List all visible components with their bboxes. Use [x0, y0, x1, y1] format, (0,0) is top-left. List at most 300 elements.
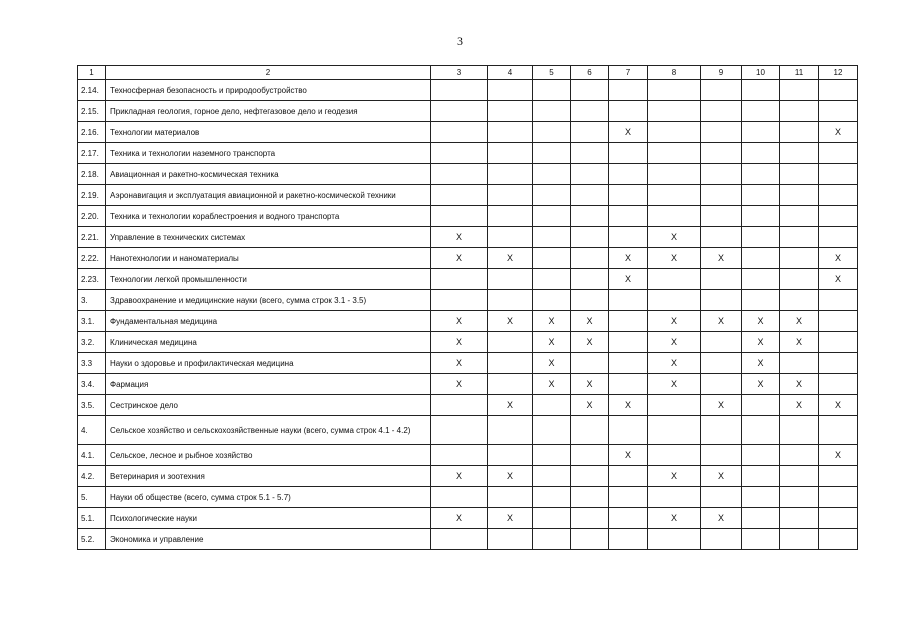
table-row [78, 248, 858, 269]
row-name: Технологии легкой промышленности [106, 269, 431, 290]
mark-cell: X [609, 445, 648, 466]
mark-cell [648, 185, 701, 206]
row-name: Науки об обществе (всего, сумма строк 5.1 - 5.7) [106, 487, 431, 508]
mark-cell [571, 487, 609, 508]
mark-cell: X [819, 122, 858, 143]
mark-cell [488, 445, 533, 466]
mark-cell [488, 227, 533, 248]
mark-cell: X [819, 445, 858, 466]
row-name: Науки о здоровье и профилактическая медицина [106, 353, 431, 374]
mark-cell [571, 466, 609, 487]
mark-cell [742, 101, 780, 122]
mark-cell [488, 80, 533, 101]
mark-cell: X [648, 248, 701, 269]
row-name: Фундаментальная медицина [106, 311, 431, 332]
mark-cell: X [648, 374, 701, 395]
mark-cell [533, 445, 571, 466]
mark-cell [609, 80, 648, 101]
table-row [78, 487, 858, 508]
column-header: 12 [819, 66, 858, 80]
mark-cell [609, 353, 648, 374]
mark-cell [819, 508, 858, 529]
mark-cell [780, 206, 819, 227]
mark-cell [488, 332, 533, 353]
mark-cell [701, 487, 742, 508]
mark-cell [648, 487, 701, 508]
mark-cell: X [742, 374, 780, 395]
table-row [78, 311, 858, 332]
mark-cell [819, 374, 858, 395]
mark-cell [648, 80, 701, 101]
column-header: 3 [431, 66, 488, 80]
mark-cell [533, 206, 571, 227]
mark-cell [819, 164, 858, 185]
row-name: Экономика и управление [106, 529, 431, 550]
mark-cell [742, 227, 780, 248]
header-row [78, 66, 858, 80]
table-row [78, 80, 858, 101]
mark-cell [533, 80, 571, 101]
mark-cell [780, 80, 819, 101]
mark-cell [488, 164, 533, 185]
row-number: 5.2. [78, 529, 106, 550]
mark-cell [819, 206, 858, 227]
mark-cell [571, 416, 609, 445]
row-number: 3.5. [78, 395, 106, 416]
row-number: 2.21. [78, 227, 106, 248]
mark-cell [533, 416, 571, 445]
table-row [78, 206, 858, 227]
mark-cell [819, 290, 858, 311]
mark-cell [819, 332, 858, 353]
mark-cell [571, 80, 609, 101]
mark-cell [742, 395, 780, 416]
mark-cell [609, 101, 648, 122]
mark-cell [571, 529, 609, 550]
row-name: Сельское, лесное и рыбное хозяйство [106, 445, 431, 466]
mark-cell [819, 227, 858, 248]
mark-cell [609, 508, 648, 529]
column-header: 8 [648, 66, 701, 80]
mark-cell [742, 122, 780, 143]
column-header: 10 [742, 66, 780, 80]
mark-cell: X [533, 311, 571, 332]
mark-cell: X [488, 508, 533, 529]
mark-cell [533, 290, 571, 311]
mark-cell [819, 143, 858, 164]
mark-cell [701, 290, 742, 311]
mark-cell [431, 290, 488, 311]
mark-cell [488, 206, 533, 227]
mark-cell [780, 508, 819, 529]
mark-cell [488, 122, 533, 143]
mark-cell [742, 143, 780, 164]
row-name: Аэронавигация и эксплуатация авиационной и ракетно-космической техники [106, 185, 431, 206]
table-row [78, 445, 858, 466]
mark-cell [609, 206, 648, 227]
mark-cell: X [431, 311, 488, 332]
table-row [78, 353, 858, 374]
mark-cell [609, 374, 648, 395]
mark-cell: X [742, 311, 780, 332]
mark-cell: X [648, 227, 701, 248]
mark-cell [780, 445, 819, 466]
row-number: 2.23. [78, 269, 106, 290]
row-name: Ветеринария и зоотехния [106, 466, 431, 487]
mark-cell [571, 185, 609, 206]
table-row [78, 164, 858, 185]
row-name: Фармация [106, 374, 431, 395]
mark-cell [819, 466, 858, 487]
mark-cell [571, 248, 609, 269]
table-row [78, 332, 858, 353]
mark-cell [609, 290, 648, 311]
mark-cell [742, 206, 780, 227]
mark-cell [780, 416, 819, 445]
mark-cell [780, 143, 819, 164]
row-number: 2.20. [78, 206, 106, 227]
mark-cell: X [780, 332, 819, 353]
table-row [78, 508, 858, 529]
mark-cell [742, 269, 780, 290]
mark-cell [701, 122, 742, 143]
mark-cell [431, 164, 488, 185]
mark-cell: X [648, 311, 701, 332]
column-header: 9 [701, 66, 742, 80]
table-row [78, 122, 858, 143]
mark-cell [431, 143, 488, 164]
row-number: 3.4. [78, 374, 106, 395]
mark-cell [571, 122, 609, 143]
mark-cell [701, 80, 742, 101]
mark-cell [431, 101, 488, 122]
mark-cell [648, 122, 701, 143]
mark-cell [488, 185, 533, 206]
mark-cell [742, 416, 780, 445]
mark-cell [648, 143, 701, 164]
mark-cell: X [742, 353, 780, 374]
mark-cell [780, 164, 819, 185]
row-number: 3.2. [78, 332, 106, 353]
mark-cell: X [701, 508, 742, 529]
row-number: 2.16. [78, 122, 106, 143]
row-name: Технологии материалов [106, 122, 431, 143]
mark-cell [780, 487, 819, 508]
mark-cell [533, 122, 571, 143]
mark-cell: X [431, 227, 488, 248]
row-number: 2.17. [78, 143, 106, 164]
table-row [78, 395, 858, 416]
mark-cell: X [648, 508, 701, 529]
row-number: 2.19. [78, 185, 106, 206]
mark-cell: X [488, 395, 533, 416]
mark-cell [488, 353, 533, 374]
mark-cell: X [571, 311, 609, 332]
mark-cell: X [488, 248, 533, 269]
mark-cell: X [533, 332, 571, 353]
mark-cell [431, 529, 488, 550]
mark-cell [648, 529, 701, 550]
mark-cell [701, 374, 742, 395]
mark-cell [648, 206, 701, 227]
page-number: 3 [457, 34, 463, 48]
mark-cell [609, 143, 648, 164]
mark-cell [533, 101, 571, 122]
mark-cell: X [701, 395, 742, 416]
row-number: 3.1. [78, 311, 106, 332]
mark-cell [533, 529, 571, 550]
mark-cell [701, 185, 742, 206]
row-name: Клиническая медицина [106, 332, 431, 353]
mark-cell [571, 164, 609, 185]
mark-cell [533, 227, 571, 248]
table-row [78, 529, 858, 550]
mark-cell [648, 101, 701, 122]
mark-cell [780, 269, 819, 290]
mark-cell [648, 395, 701, 416]
table-row [78, 185, 858, 206]
column-header: 11 [780, 66, 819, 80]
mark-cell [819, 185, 858, 206]
mark-cell [533, 248, 571, 269]
mark-cell [701, 353, 742, 374]
mark-cell: X [609, 248, 648, 269]
mark-cell [609, 416, 648, 445]
row-name: Прикладная геология, горное дело, нефтегазовое дело и геодезия [106, 101, 431, 122]
mark-cell: X [431, 353, 488, 374]
mark-cell: X [701, 466, 742, 487]
row-number: 4.1. [78, 445, 106, 466]
mark-cell: X [819, 269, 858, 290]
column-header: 2 [106, 66, 431, 80]
row-number: 3. [78, 290, 106, 311]
mark-cell [533, 143, 571, 164]
mark-cell: X [701, 248, 742, 269]
row-name: Управление в технических системах [106, 227, 431, 248]
mark-cell: X [648, 332, 701, 353]
mark-cell: X [533, 353, 571, 374]
mark-cell [571, 353, 609, 374]
mark-cell [742, 248, 780, 269]
mark-cell [780, 290, 819, 311]
mark-cell [701, 206, 742, 227]
mark-cell [571, 290, 609, 311]
mark-cell [609, 164, 648, 185]
mark-cell: X [780, 311, 819, 332]
mark-cell [701, 164, 742, 185]
mark-cell: X [533, 374, 571, 395]
mark-cell: X [609, 395, 648, 416]
mark-cell [571, 445, 609, 466]
mark-cell [431, 185, 488, 206]
column-header: 1 [78, 66, 106, 80]
mark-cell [780, 227, 819, 248]
row-name: Техносферная безопасность и природообустройство [106, 80, 431, 101]
column-header: 7 [609, 66, 648, 80]
mark-cell [780, 185, 819, 206]
mark-cell [609, 466, 648, 487]
mark-cell [701, 269, 742, 290]
mark-cell: X [571, 395, 609, 416]
mark-cell [780, 353, 819, 374]
mark-cell [819, 529, 858, 550]
row-number: 3.3 [78, 353, 106, 374]
mark-cell [819, 101, 858, 122]
table-row [78, 290, 858, 311]
mark-cell: X [780, 395, 819, 416]
column-header: 6 [571, 66, 609, 80]
mark-cell [533, 164, 571, 185]
mark-cell: X [819, 248, 858, 269]
specialties-table [77, 65, 858, 550]
row-number: 2.15. [78, 101, 106, 122]
mark-cell: X [571, 332, 609, 353]
mark-cell: X [648, 466, 701, 487]
mark-cell [742, 164, 780, 185]
row-name: Нанотехнологии и наноматериалы [106, 248, 431, 269]
mark-cell [648, 290, 701, 311]
mark-cell: X [488, 311, 533, 332]
mark-cell [609, 332, 648, 353]
table-row [78, 466, 858, 487]
mark-cell [701, 445, 742, 466]
mark-cell [571, 269, 609, 290]
row-name: Техника и технологии наземного транспорта [106, 143, 431, 164]
mark-cell [533, 508, 571, 529]
row-number: 5.1. [78, 508, 106, 529]
table-row [78, 227, 858, 248]
mark-cell [488, 101, 533, 122]
row-number: 4. [78, 416, 106, 445]
mark-cell [431, 206, 488, 227]
mark-cell [701, 143, 742, 164]
mark-cell [701, 416, 742, 445]
mark-cell [780, 466, 819, 487]
mark-cell [780, 122, 819, 143]
mark-cell: X [609, 122, 648, 143]
mark-cell [488, 529, 533, 550]
mark-cell [488, 290, 533, 311]
mark-cell [780, 101, 819, 122]
mark-cell [742, 290, 780, 311]
mark-cell [488, 269, 533, 290]
row-number: 2.22. [78, 248, 106, 269]
mark-cell [609, 311, 648, 332]
mark-cell [648, 416, 701, 445]
mark-cell [609, 227, 648, 248]
mark-cell [533, 487, 571, 508]
mark-cell [742, 487, 780, 508]
table-row [78, 374, 858, 395]
mark-cell [648, 445, 701, 466]
mark-cell [431, 269, 488, 290]
row-name: Авиационная и ракетно-космическая техника [106, 164, 431, 185]
mark-cell: X [648, 353, 701, 374]
mark-cell [431, 445, 488, 466]
mark-cell [742, 80, 780, 101]
mark-cell [431, 122, 488, 143]
mark-cell [819, 353, 858, 374]
mark-cell [701, 101, 742, 122]
row-number: 5. [78, 487, 106, 508]
table-row [78, 416, 858, 445]
mark-cell: X [431, 332, 488, 353]
mark-cell [742, 445, 780, 466]
mark-cell [609, 185, 648, 206]
mark-cell: X [780, 374, 819, 395]
mark-cell: X [571, 374, 609, 395]
mark-cell [609, 529, 648, 550]
mark-cell: X [431, 508, 488, 529]
mark-cell [571, 508, 609, 529]
mark-cell [533, 466, 571, 487]
mark-cell [571, 101, 609, 122]
mark-cell [819, 80, 858, 101]
mark-cell [742, 185, 780, 206]
mark-cell [701, 227, 742, 248]
mark-cell: X [819, 395, 858, 416]
mark-cell [431, 80, 488, 101]
mark-cell [780, 529, 819, 550]
mark-cell: X [701, 311, 742, 332]
mark-cell [819, 311, 858, 332]
mark-cell [431, 416, 488, 445]
mark-cell [742, 529, 780, 550]
mark-cell [431, 487, 488, 508]
mark-cell [701, 529, 742, 550]
mark-cell [533, 185, 571, 206]
row-number: 2.18. [78, 164, 106, 185]
row-name: Здравоохранение и медицинские науки (всего, сумма строк 3.1 - 3.5) [106, 290, 431, 311]
mark-cell [571, 227, 609, 248]
mark-cell [648, 164, 701, 185]
row-name: Сельское хозяйство и сельскохозяйственные науки (всего, сумма строк 4.1 - 4.2) [106, 416, 431, 445]
mark-cell: X [431, 466, 488, 487]
mark-cell: X [431, 248, 488, 269]
mark-cell [742, 466, 780, 487]
row-number: 4.2. [78, 466, 106, 487]
mark-cell [571, 206, 609, 227]
mark-cell [533, 269, 571, 290]
row-name: Техника и технологии кораблестроения и водного транспорта [106, 206, 431, 227]
mark-cell: X [431, 374, 488, 395]
mark-cell [533, 395, 571, 416]
mark-cell [780, 248, 819, 269]
mark-cell [488, 487, 533, 508]
table-row [78, 269, 858, 290]
row-name: Сестринское дело [106, 395, 431, 416]
mark-cell [701, 332, 742, 353]
mark-cell: X [742, 332, 780, 353]
mark-cell [488, 374, 533, 395]
table-row [78, 101, 858, 122]
table-row [78, 143, 858, 164]
column-header: 4 [488, 66, 533, 80]
mark-cell [609, 487, 648, 508]
mark-cell: X [488, 466, 533, 487]
mark-cell [488, 416, 533, 445]
row-number: 2.14. [78, 80, 106, 101]
mark-cell [488, 143, 533, 164]
mark-cell [431, 395, 488, 416]
mark-cell [819, 416, 858, 445]
mark-cell [571, 143, 609, 164]
mark-cell: X [609, 269, 648, 290]
mark-cell [742, 508, 780, 529]
column-header: 5 [533, 66, 571, 80]
row-name: Психологические науки [106, 508, 431, 529]
mark-cell [648, 269, 701, 290]
